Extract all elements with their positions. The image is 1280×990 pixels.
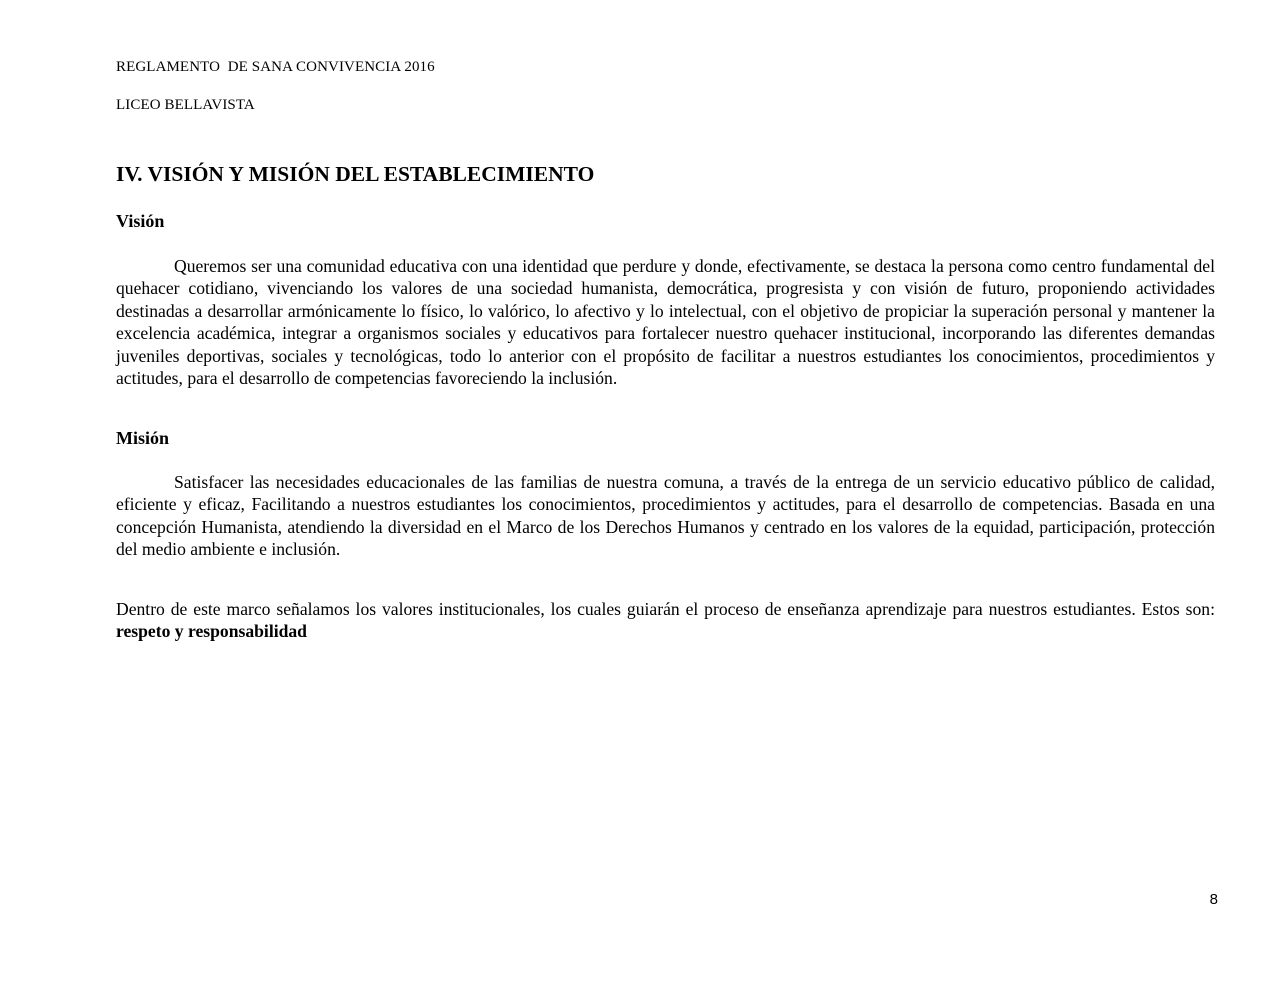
values-paragraph (116, 598, 1215, 643)
mision-paragraph: Satisfacer las necesidades educacionales de las familias de nuestra comuna, a través de la entrega de un servicio educativo público de calidad, eficiente y eficaz, Facilitando a nuestros estudiantes los conocimientos, procedimientos y actitudes, para el desarrollo de competencias. Basada en una concepción Humanista, atendiendo la diversidad en el Marco de los Derechos Humanos y centrado en los valores de la equidad, participación, protección del medio ambiente e inclusión. (116, 472, 1215, 560)
vision-paragraph: Queremos ser una comunidad educativa con una identidad que perdure y donde, efectivamente, se destaca la persona como centro fundamental del quehacer cotidiano, vivenciando los valores de una sociedad humanista, democrática, progresista y con visión de futuro, proponiendo actividades destinadas a desarrollar armónicamente lo físico, lo valórico, lo afectivo y lo intelectual, con el objetivo de propiciar la superación personal y mantener la excelencia académica, integrar a organismos sociales y educativos para fortalecer nuestro quehacer institucional, incorporando las diferentes demandas juveniles deportivas, sociales y tecnológicas, todo lo anterior con el propósito de facilitar a nuestros estudiantes los conocimientos, procedimientos y actitudes, para el desarrollo de competencias favoreciendo la inclusión. (116, 256, 1215, 389)
vision-heading: Visión (116, 211, 165, 231)
values-highlight: respeto y responsabilidad (116, 621, 307, 642)
values-intro: Dentro de este marco señalamos los valores institucionales, los cuales guiarán el proceso de enseñanza aprendizaje para nuestros estudiantes. Estos son: (116, 599, 1215, 619)
page-number: 8 (1209, 891, 1218, 908)
mision-heading: Misión (116, 428, 170, 448)
header-title: REGLAMENTO DE SANA CONVIVENCIA 2016 (116, 59, 435, 75)
header-school-name: LICEO BELLAVISTA (116, 97, 255, 113)
section-title: IV. VISIÓN Y MISIÓN DEL ESTABLECIMIENTO (116, 162, 595, 186)
